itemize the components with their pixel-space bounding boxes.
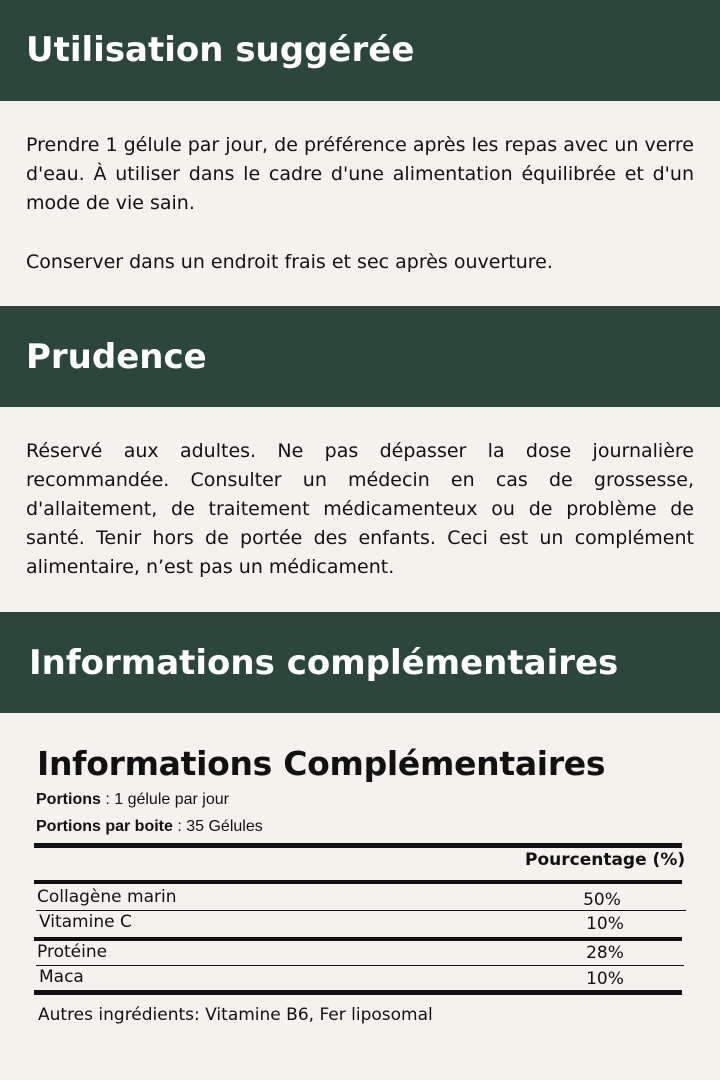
portions-line: [36, 791, 229, 809]
group-rule: [34, 937, 682, 941]
percentage-column-header: Pourcentage (%): [525, 850, 686, 870]
table-bottom-rule: [34, 990, 682, 995]
portions-value: : 1 gélule par jour: [100, 791, 229, 808]
per-box-value: : 35 Gélules: [172, 818, 263, 835]
caution-title: Prudence: [26, 337, 207, 377]
table-row-value: 50%: [583, 890, 621, 910]
portions-label: Portions: [36, 791, 101, 808]
per-box-label: Portions par boite: [36, 818, 173, 835]
table-top-rule: [34, 843, 682, 848]
header-rule: [34, 880, 682, 884]
caution-header: [0, 306, 720, 407]
table-row-value: 28%: [586, 943, 624, 963]
usage-header: [0, 0, 720, 101]
other-ingredients-note: Autres ingrédients: Vitamine B6, Fer liposomal: [38, 1005, 433, 1025]
info-panel-title: Informations Complémentaires: [37, 744, 606, 783]
table-row-value: 10%: [586, 969, 624, 989]
per-box-line: [36, 818, 263, 836]
extra-title: Informations complémentaires: [29, 643, 619, 683]
table-row-label: Collagène marin: [37, 887, 177, 907]
row-rule: [36, 910, 686, 911]
row-rule: [36, 965, 684, 966]
usage-paragraph: Prendre 1 gélule par jour, de préférence après les repas avec un verre d'eau. À utiliser dans le cadre d'une alimentation équilibrée et d'un mode de vie sain.: [26, 134, 694, 214]
table-row-value: 10%: [586, 914, 624, 934]
table-row-label: Protéine: [37, 942, 108, 962]
storage-paragraph: Conserver dans un endroit frais et sec après ouverture.: [26, 251, 553, 273]
extra-header: [0, 612, 720, 713]
caution-paragraph: Réservé aux adultes. Ne pas dépasser la dose journalière recommandée. Consulter un médecin en cas de grossesse, d'allaitement, de traitement médicamenteux ou de problème de santé. Tenir hors de portée des enfants. Ceci est un complément alimentaire, n’est pas un médicament.: [26, 440, 694, 578]
usage-title: Utilisation suggérée: [26, 30, 415, 70]
table-row-label: Maca: [39, 967, 84, 987]
table-row-label: Vitamine C: [39, 912, 132, 932]
